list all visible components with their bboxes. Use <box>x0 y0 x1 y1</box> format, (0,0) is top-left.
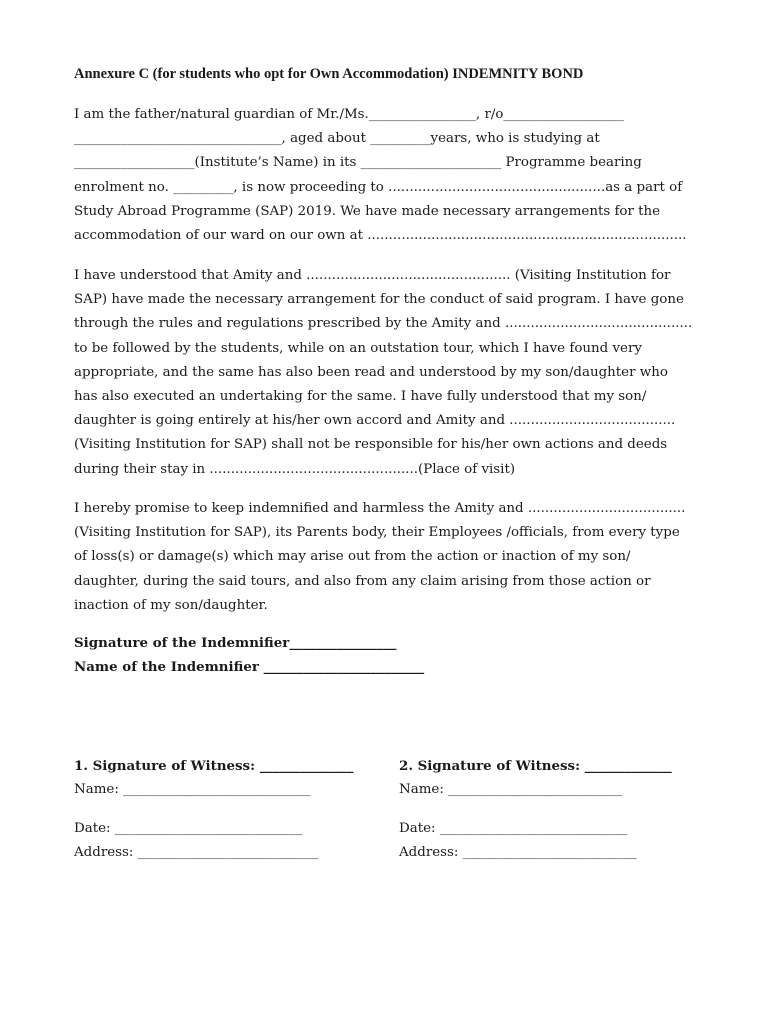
witness-address-line: Address: ___________________________ <box>74 845 319 860</box>
witness-signature-line: 2. Signature of Witness: _____________ <box>399 758 672 774</box>
witness-name-line: Name: ____________________________ <box>74 782 311 797</box>
witness-address-line: Address: __________________________ <box>399 845 637 860</box>
text-line: Study Abroad Programme (SAP) 2019. We have made necessary arrangements for the <box>74 203 661 219</box>
text-line: has also executed an undertaking for the same. I have fully understood that my son/ <box>74 389 647 405</box>
text-line: SAP) have made the necessary arrangement for the conduct of said program. I have gone <box>74 292 684 308</box>
text-line: during their stay in .................................................(Place of visit) <box>74 461 516 477</box>
text-line: I am the father/natural guardian of Mr./Ms.________________, r/o__________________ <box>74 107 624 122</box>
witness-date-line: Date: ____________________________ <box>74 821 303 836</box>
indemnifier-signature-line: Signature of the Indemnifier________________ <box>74 635 397 651</box>
text-line: __________________(Institute’s Name) in its _____________________ Programme bearing <box>74 155 642 171</box>
witness-1-block <box>74 754 394 865</box>
text-line: appropriate, and the same has also been read and understood by my son/daughter who <box>74 364 668 380</box>
text-line: (Visiting Institution for SAP), its Parents body, their Employees /officials, from every type <box>74 525 680 541</box>
text-line: to be followed by the students, while on an outstation tour, which I have found very <box>74 340 642 356</box>
witness-signature-line: 1. Signature of Witness: ______________ <box>74 758 354 774</box>
text-line: through the rules and regulations prescribed by the Amity and ............................................ <box>74 316 693 332</box>
paragraph-understanding <box>74 264 700 482</box>
text-line: I have understood that Amity and ................................................ (Visiting Institution for <box>74 268 671 283</box>
indemnifier-name-line: Name of the Indemnifier ________________________ <box>74 659 425 675</box>
text-line: of loss(s) or damage(s) which may arise out from the action or inaction of my son/ <box>74 549 631 565</box>
text-line: daughter is going entirely at his/her own accord and Amity and ....................................... <box>74 413 676 429</box>
text-line: _______________________________, aged about _________years, who is studying at <box>74 131 600 147</box>
document-title: Annexure C (for students who opt for Own Accommodation) INDEMNITY BOND <box>74 66 584 82</box>
text-line: enrolment no. _________, is now proceeding to ...................................................as a part of <box>74 179 683 195</box>
witness-name-line: Name: __________________________ <box>399 782 623 797</box>
text-line: I hereby promise to keep indemnified and harmless the Amity and ..................................... <box>74 501 686 516</box>
text-line: daughter, during the said tours, and also from any claim arising from those action or <box>74 573 651 589</box>
paragraph-indemnity-promise <box>74 497 700 618</box>
text-line: inaction of my son/daughter. <box>74 597 268 613</box>
text-line: (Visiting Institution for SAP) shall not be responsible for his/her own actions and deeds <box>74 437 668 453</box>
text-line: accommodation of our ward on our own at ........................................................................... <box>74 228 687 244</box>
witness-date-line: Date: ____________________________ <box>399 821 628 836</box>
paragraph-guardian-declaration <box>74 103 700 248</box>
witness-2-block <box>399 754 719 865</box>
